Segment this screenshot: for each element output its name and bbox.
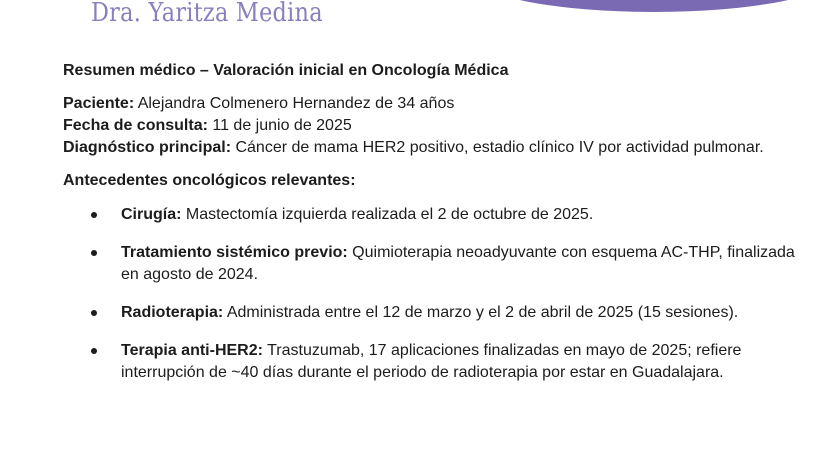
consult-date-value: 11 de junio de 2025 [207,117,352,134]
history-item-label: Tratamiento sistémico previo: [121,244,348,261]
history-item-label: Terapia anti-HER2: [121,342,263,359]
bullet-icon [91,250,97,256]
consult-date-line [63,115,783,137]
patient-value: Alejandra Colmenero Hernandez de 34 años [134,95,455,112]
history-item-label: Cirugía: [121,206,182,223]
doctor-name: Dra. Yaritza Medina [91,0,323,28]
history-item-surgery [63,204,809,226]
header-decoration [474,0,834,12]
history-item-text: Administrada entre el 12 de marzo y el 2 de abril de 2025 (15 sesiones). [223,304,739,321]
history-item-anti-her2 [63,340,809,384]
history-heading: Antecedentes oncológicos relevantes: [63,172,356,189]
history-item-text: Mastectomía izquierda realizada el 2 de octubre de 2025. [181,206,594,223]
bullet-icon [91,348,97,354]
diagnosis-label: Diagnóstico principal: [63,139,232,156]
document-title: Resumen médico – Valoración inicial en Oncología Médica [63,62,509,79]
document-body [63,60,795,400]
history-item-text: Trastuzumab, 17 aplicaciones finalizadas en mayo de 2025; refiere interrupción de ~40 días durante el periodo de radioterapia por estar en Guadalajara. [121,342,742,381]
bullet-icon [91,212,97,218]
history-item-text: Quimioterapia neoadyuvante con esquema AC-THP, finalizada en agosto de 2024. [121,244,795,283]
history-list [63,204,795,384]
bullet-icon [91,310,97,316]
diagnosis-value: Cáncer de mama HER2 positivo, estadio clínico IV por actividad pulmonar. [231,139,764,156]
diagnosis-line [63,137,783,159]
history-item-systemic-treatment [63,242,809,286]
consult-date-label: Fecha de consulta: [63,117,208,134]
history-item-radiotherapy [63,302,809,324]
history-item-label: Radioterapia: [121,304,224,321]
patient-label: Paciente: [63,95,135,112]
patient-line [63,93,783,115]
